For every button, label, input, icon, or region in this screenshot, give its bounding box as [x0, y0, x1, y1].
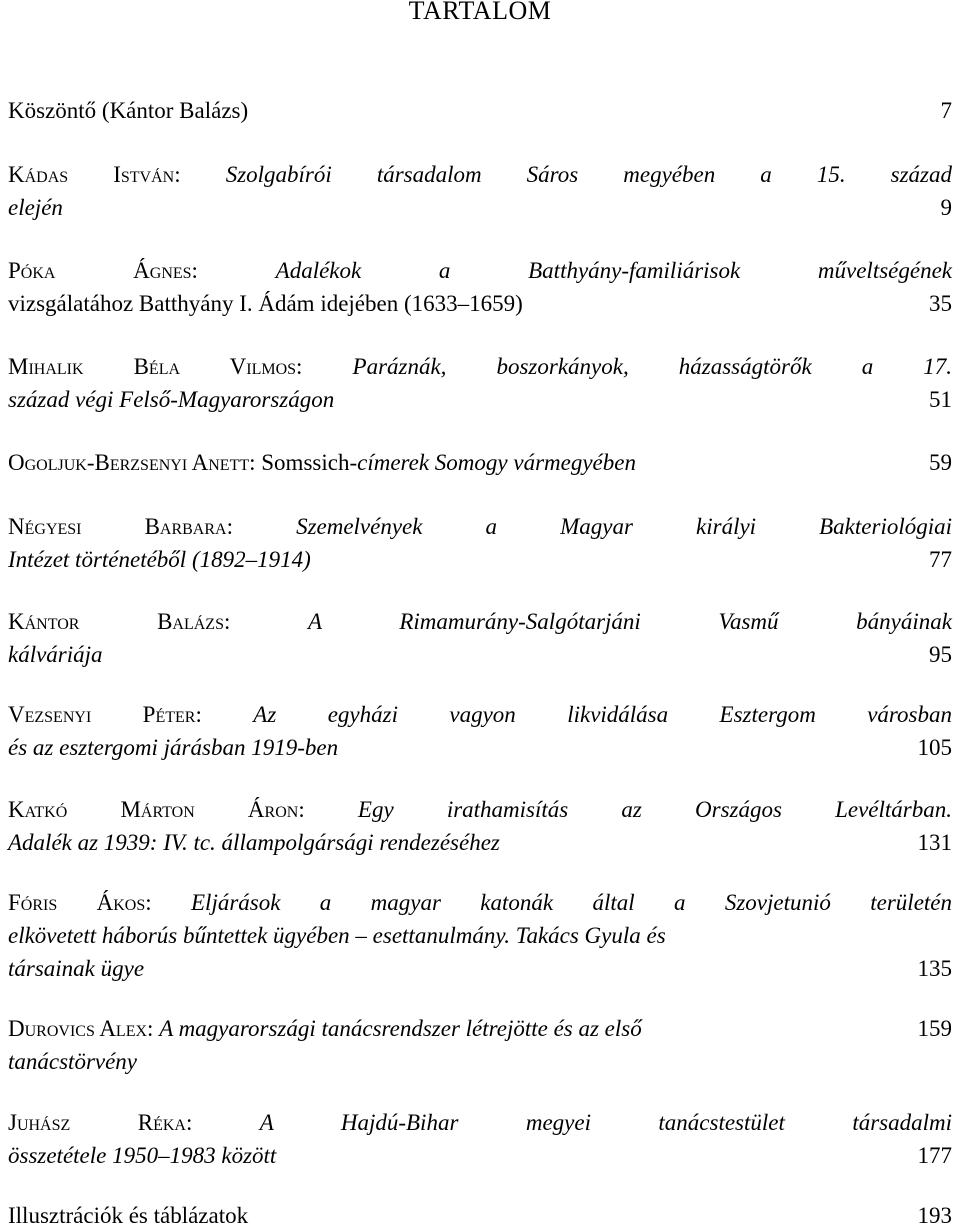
page-number: 35: [929, 291, 952, 316]
entry-title-line: A magyarországi tanácsrendszer létrejötte és az első: [159, 1016, 642, 1041]
page-number: 59: [929, 450, 952, 475]
toc-entry[interactable]: [8, 510, 952, 576]
entry-title-line: kálváriája: [8, 642, 103, 667]
entry-title: Köszöntő (Kántor Balázs): [8, 98, 249, 123]
entry-title-line: elkövetett háborús bűntettek ügyében – esettanulmány. Takács Gyula és: [8, 923, 666, 948]
entry-title-line: A Hajdú-Bihar megyei tanácstestület társadalmi: [259, 1110, 952, 1135]
page-number: 9: [940, 195, 952, 220]
entry-title-line: Eljárások a magyar katonák által a Szovjetunió területén: [191, 890, 952, 915]
entry-title-line: Egy irathamisítás az Országos Levéltárban.: [357, 797, 953, 822]
toc-entry[interactable]: [8, 94, 952, 127]
toc-entry[interactable]: [8, 605, 952, 671]
toc-entry[interactable]: [8, 1106, 952, 1172]
page-number: 193: [917, 1203, 952, 1228]
entry-title-line: és az esztergomi járásban 1919-ben: [8, 735, 339, 760]
entry-title-line: Szemelvények a Magyar királyi Bakteriológiai: [296, 514, 952, 539]
entry-title-prefix: Somssich-: [261, 450, 358, 475]
toc-entry[interactable]: [8, 1199, 952, 1232]
entry-title-line: Az egyházi vagyon likvidálása Esztergom városban: [253, 702, 952, 727]
entry-author: Juhász Réka:: [8, 1110, 193, 1135]
entry-title-line: tanácstörvény: [8, 1049, 138, 1074]
toc-entry[interactable]: [8, 446, 952, 479]
entry-author: Ogoljuk-Berzsenyi Anett:: [8, 450, 256, 475]
entry-author: Négyesi Barbara:: [8, 514, 233, 539]
page-number: 51: [929, 387, 952, 412]
entry-author: Mihalik Béla Vilmos:: [8, 354, 303, 379]
toc-entry[interactable]: [8, 886, 952, 985]
page-number: 135: [917, 956, 952, 981]
page-number: 177: [917, 1143, 952, 1168]
entry-title-line: Adalékok a Batthyány-familiárisok műveltségének: [275, 258, 952, 283]
entry-title-line: Paráznák, boszorkányok, házasságtörők a 17.: [352, 354, 953, 379]
toc-entry[interactable]: [8, 1012, 952, 1078]
entry-author: Kántor Balázs:: [8, 609, 231, 634]
page-number: 131: [917, 830, 952, 855]
page-number: 95: [929, 642, 952, 667]
entry-title-line: vizsgálatához Batthyány I. Ádám idejében (1633–1659): [8, 291, 523, 316]
entry-title-line: összetétele 1950–1983 között: [8, 1143, 277, 1168]
toc-entry[interactable]: [8, 254, 952, 320]
entry-author: Kádas István:: [8, 162, 181, 187]
entry-title-line: Intézet történetéből (1892–1914): [8, 547, 311, 572]
entry-author: Durovics Alex:: [8, 1016, 154, 1041]
entry-author: Katkó Márton Áron:: [8, 797, 305, 822]
entry-title-line: elején: [8, 195, 63, 220]
toc-entry[interactable]: [8, 793, 952, 859]
entry-title: Illusztrációk és táblázatok: [8, 1203, 249, 1228]
entry-title-line: Szolgabírói társadalom Sáros megyében a 15. század: [225, 162, 952, 187]
entry-title-line: címerek Somogy vármegyében: [357, 450, 636, 475]
page-number: 105: [917, 735, 952, 760]
page-title: TARTALOM: [408, 0, 552, 25]
entry-title-line: század végi Felső-Magyarországon: [8, 387, 335, 412]
entry-author: Fóris Ákos:: [8, 890, 152, 915]
page-number: 159: [917, 1016, 952, 1041]
page-number: 77: [929, 547, 952, 572]
entry-title-line: A Rimamurány-Salgótarjáni Vasmű bányáinak: [308, 609, 952, 634]
toc-entry[interactable]: [8, 698, 952, 764]
entry-author: Vezsenyi Péter:: [8, 702, 202, 727]
entry-title-line: társainak ügye: [8, 956, 145, 981]
page-number: 7: [940, 98, 952, 123]
toc-entry[interactable]: [8, 350, 952, 416]
entry-author: Póka Ágnes:: [8, 258, 198, 283]
entry-title-line: Adalék az 1939: IV. tc. állampolgársági rendezéséhez: [8, 830, 500, 855]
toc-entry[interactable]: [8, 158, 952, 224]
